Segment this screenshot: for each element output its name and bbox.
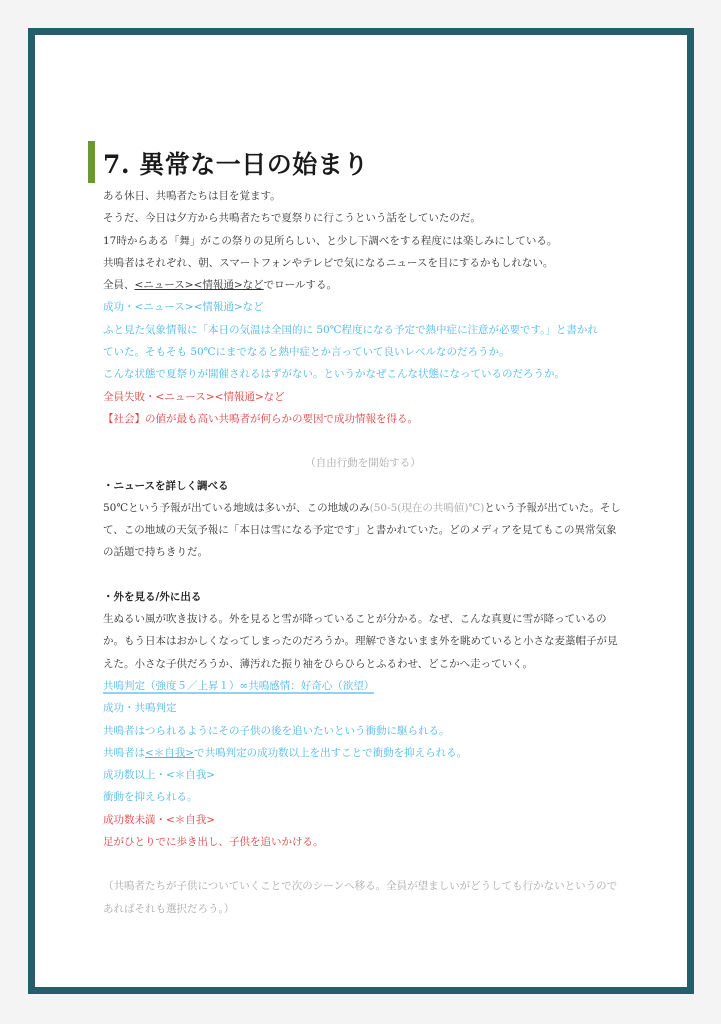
self-post: で共鳴判定の成功数以上を出すことで衝動を抑えられる。 <box>194 746 468 759</box>
self-skill: <＊自我> <box>145 746 195 759</box>
fail-label: 全員失敗・<ニュース><情報通>など <box>103 390 285 403</box>
resonance-check <box>103 675 623 697</box>
body-content <box>103 185 623 920</box>
impulse-text: 共鳴者はつられるようにその子供の後を追いたいという衝動に駆られる。 <box>103 724 450 737</box>
success-text: ふと見た気象情報に「本日の気温は全国的に 50℃程度になる予定で熱中症に注意が必要です。」と書かれ <box>103 323 598 336</box>
section-heading: 7. 異常な一日の始まり <box>103 150 369 179</box>
news-formula: (50-5(現在の共鳴値)℃) <box>369 501 485 514</box>
news-heading: ・ニュースを詳しく調べる <box>103 479 229 492</box>
heading-accent-bar <box>88 141 95 183</box>
news-text: という予報が出ていた。そして、この地域の天気予報に「本日は雪になる予定です」と書かれていた。どのメディアを見てもこの異常気象の話題で持ちきりだ。 <box>103 501 621 559</box>
self-fail-label: 成功数未満・<＊自我> <box>103 813 216 826</box>
roll-skill: <ニュース><情報通>など <box>134 279 264 292</box>
success-text: こんな状態で夏祭りが開催されるはずがない。というかなぜこんな状態になっているのだろうか。 <box>103 368 565 381</box>
resonance-success-label: 成功・共鳴判定 <box>103 702 177 715</box>
roll-instruction <box>103 274 623 296</box>
resonance-check-text: 共鳴判定（強度５／上昇１）∞共鳴感情：好奇心（欲望） <box>103 679 375 692</box>
self-success-label: 成功数以上・<＊自我> <box>103 769 216 782</box>
fail-text: 【社会】の値が最も高い共鳴者が何らかの要因で成功情報を得る。 <box>103 412 418 425</box>
closing-note: （共鳴者たちが子供についていくことで次のシーンへ移る。全員が望ましいがどうしても行かないというのであればそれも選択だろう。） <box>103 880 618 915</box>
success-text: ていた。そもそも 50℃にまでなると熱中症とか言っていて良いレベルなのだろうか。 <box>103 346 510 359</box>
news-paragraph <box>103 497 623 564</box>
roll-prefix: 全員、 <box>103 279 135 292</box>
roll-suffix: でロールする。 <box>263 279 337 292</box>
self-fail-text: 足がひとりでに歩き出し、子供を追いかける。 <box>103 836 324 849</box>
free-action-note: （自由行動を開始する） <box>305 457 421 470</box>
intro-line: 17時からある「舞」がこの祭りの見所らしい、と少し下調べをする程度には楽しみにしている。 <box>103 234 558 247</box>
outside-heading: ・外を見る/外に出る <box>103 590 202 603</box>
news-text: 50℃という予報が出ている地域は多いが、この地域のみ <box>103 501 370 514</box>
intro-line: そうだ、今日は夕方から共鳴者たちで夏祭りに行こうという話をしていたのだ。 <box>103 212 481 225</box>
success-label: 成功・<ニュース><情報通>など <box>103 301 264 314</box>
self-success-text: 衝動を抑えられる。 <box>103 791 198 804</box>
outside-paragraph: 生ぬるい風が吹き抜ける。外を見ると雪が降っていることが分かる。なぜ、こんな真夏に雪が降っているのか。もう日本はおかしくなってしまったのだろうか。理解できないまま外を眺めていると小さな麦藁帽子が見えた。小さな子供だろうか、薄汚れた振り袖をひらひらとふるわせ、どこかへ走っていく。 <box>103 613 618 670</box>
intro-line: ある休日、共鳴者たちは目を覚ます。 <box>103 190 281 202</box>
intro-line: 共鳴者はそれぞれ、朝、スマートフォンやテレビで気になるニュースを目にするかもしれない。 <box>103 256 554 269</box>
self-check-line <box>103 742 623 764</box>
self-pre: 共鳴者は <box>103 746 145 759</box>
